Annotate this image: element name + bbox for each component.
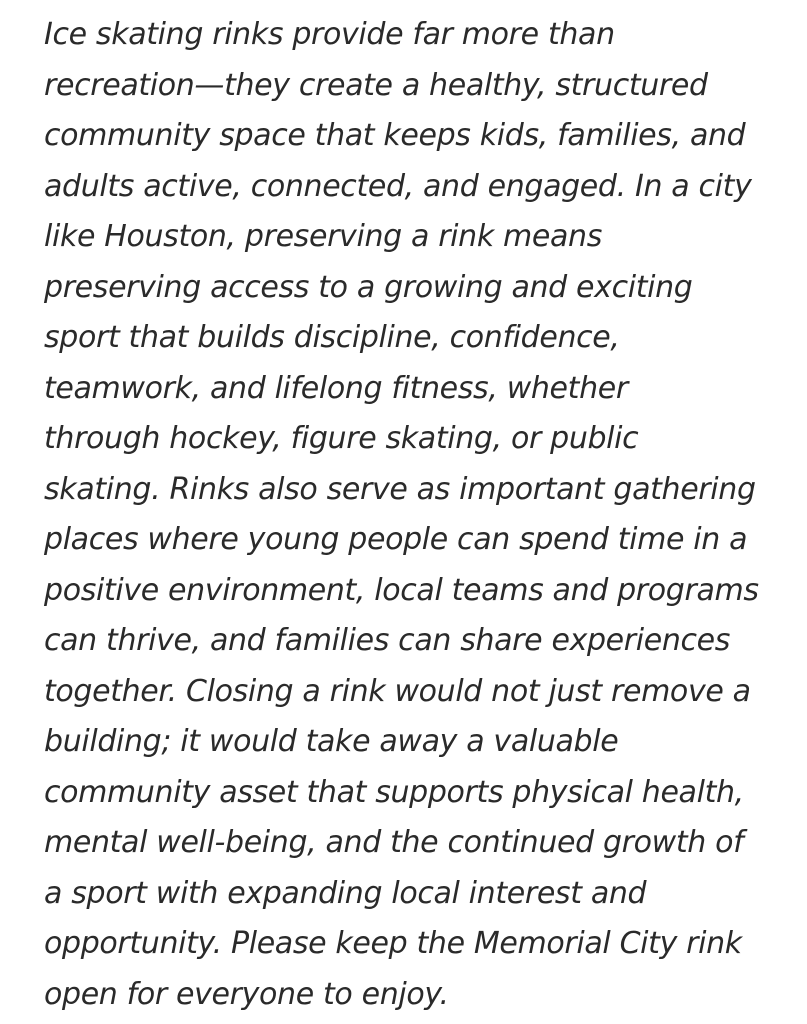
comment-line: building; it would take away a valuable: [44, 724, 619, 759]
comment-line: places where young people can spend time in a: [44, 522, 748, 557]
comment-line: can thrive, and families can share experiences: [44, 623, 731, 658]
comment-line: skating. Rinks also serve as important gathering: [44, 471, 756, 507]
comment-line: Ice skating rinks provide far more than: [44, 17, 615, 52]
comment-line: positive environment, local teams and programs: [44, 572, 759, 608]
comment-line: adults active, connected, and engaged. In a city: [44, 168, 752, 204]
comment-line: sport that builds discipline, confidence,: [44, 320, 620, 355]
comment-line: recreation—they create a healthy, structured: [44, 67, 708, 103]
comment-line: community asset that supports physical health,: [44, 774, 744, 810]
comment-line: a sport with expanding local interest and: [44, 875, 647, 911]
comment-line: open for everyone to enjoy.: [44, 976, 449, 1012]
comment-text: [44, 10, 759, 1020]
comment-line: opportunity. Please keep the Memorial City rink: [44, 926, 742, 961]
comment-line: community space that keeps kids, families, and: [44, 118, 746, 153]
comment-line: through hockey, figure skating, or public: [44, 421, 639, 456]
comment-line: preserving access to a growing and exciting: [44, 269, 693, 305]
comment-line: together. Closing a rink would not just remove a: [44, 673, 751, 709]
comment-line: mental well-being, and the continued growth of: [44, 825, 744, 860]
comment-line: like Houston, preserving a rink means: [44, 219, 603, 254]
comment-line: teamwork, and lifelong fitness, whether: [44, 370, 628, 406]
